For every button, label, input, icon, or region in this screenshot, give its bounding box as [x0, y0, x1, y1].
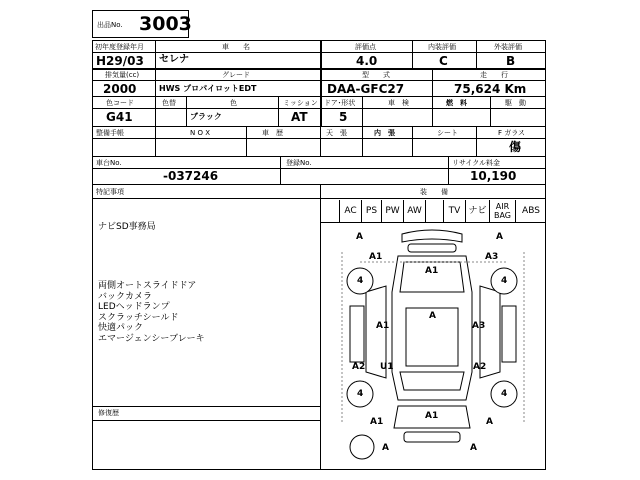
interior-grade-label: 内装評価 — [428, 43, 456, 51]
equip-navi: ナビ — [466, 200, 490, 222]
car-damage-diagram — [320, 222, 546, 470]
interior-grade-value: C — [439, 54, 448, 68]
trim-label: 内 張 — [374, 129, 395, 137]
service-manual-label: 整備手帳 — [96, 129, 124, 137]
chassis-value: -037246 — [163, 169, 219, 183]
mark-rear-left: A1 — [370, 417, 384, 427]
mark-left-rear-panel: A2 — [352, 362, 366, 372]
score-label: 評価点 — [355, 43, 376, 51]
mission-value: AT — [291, 110, 308, 124]
exterior-grade-value: B — [506, 54, 516, 68]
headliner-label: 天 張 — [326, 129, 347, 137]
notes-features: 両側オートスライドドア バックカメラ LEDヘッドランプ スクラッチシールド 快適パック エマージェンシーブレーキ — [98, 281, 205, 344]
equip-abs: ABS — [522, 206, 540, 216]
mark-right-front-door: A3 — [472, 321, 486, 331]
model-type-label: 型 式 — [362, 71, 390, 79]
score-value: 4.0 — [356, 54, 378, 68]
mark-left-front-door: A1 — [376, 321, 390, 331]
registration-label: 登録No. — [286, 159, 312, 167]
mark-bottom-right: A — [470, 443, 477, 453]
repair-history-label: 修復歴 — [98, 409, 119, 417]
equip-blank-1 — [320, 200, 340, 222]
drive-label: 駆 動 — [505, 99, 526, 107]
mark-tailgate: A1 — [425, 411, 439, 421]
color-code-label: 色コード — [106, 99, 134, 107]
grade-label: グレード — [222, 71, 250, 79]
nox-label: N O X — [190, 129, 210, 137]
color-label: 色 — [230, 99, 237, 107]
body-outline — [392, 256, 472, 400]
recycle-fee-value: 10,190 — [470, 169, 517, 183]
notes-line1: ナビSD事務局 — [98, 222, 156, 232]
tire-front-left: 4 — [357, 276, 364, 286]
first-reg-value: H29/03 — [96, 54, 144, 68]
equipment-label: 装 備 — [420, 188, 448, 196]
tire-rear-left: 4 — [357, 389, 364, 399]
first-reg-label: 初年度登録年月 — [95, 43, 144, 51]
notes-label: 特記事項 — [96, 188, 124, 196]
tire-rear-right: 4 — [501, 389, 508, 399]
doors-value: 5 — [339, 110, 348, 124]
equip-ps: PS — [362, 200, 382, 222]
mark-bottom-left: A — [382, 443, 389, 453]
front-glass-label: F ガラス — [498, 129, 526, 137]
inspection-label: 車 検 — [388, 99, 409, 107]
fuel-label: 燃 料 — [446, 99, 467, 107]
equip-aw: AW — [404, 200, 426, 222]
front-bumper-outline — [402, 230, 462, 242]
seat-label: シート — [437, 129, 458, 137]
displacement-value: 2000 — [103, 82, 137, 96]
lot-number: 3003 — [139, 13, 192, 35]
mark-front-left-corner: A — [356, 232, 363, 242]
displacement-label: 排気量(cc) — [105, 71, 140, 79]
mark-left-slide: U1 — [380, 362, 394, 372]
front-glass-value: 傷 — [509, 140, 522, 154]
mark-roof: A — [429, 311, 436, 321]
equip-ac: AC — [340, 200, 362, 222]
lot-number-box — [92, 10, 192, 38]
exterior-grade-label: 外装評価 — [494, 43, 522, 51]
mission-label: ミッション — [283, 99, 318, 107]
history-label: 車 歴 — [262, 129, 283, 137]
mark-front-right-fender: A3 — [485, 252, 499, 262]
equip-airbag: AIR BAG — [490, 200, 516, 222]
model-label: 車 名 — [222, 43, 250, 51]
model-type-value: DAA-GFC27 — [327, 82, 405, 96]
model-value: セレナ — [159, 54, 189, 65]
color-code-value: G41 — [106, 110, 133, 124]
mileage-label: 走 行 — [480, 71, 508, 79]
chassis-label: 車台No. — [96, 159, 122, 167]
mark-right-rear-panel: A2 — [473, 362, 487, 372]
doors-label: ドア･形状 — [324, 99, 356, 107]
equip-pw: PW — [382, 200, 404, 222]
equip-tv: TV — [444, 200, 466, 222]
mark-hood: A1 — [425, 266, 439, 276]
recycle-fee-label: リサイクル料金 — [452, 159, 501, 167]
grade-value: HWS プロパイロットEDT — [159, 84, 257, 93]
mark-front-right-corner: A — [496, 232, 503, 242]
equip-blank-2 — [426, 200, 444, 222]
mileage-value: 75,624 Km — [454, 82, 527, 96]
color-change-label: 色替 — [162, 99, 176, 107]
tire-front-right: 4 — [501, 276, 508, 286]
mark-front-left-fender: A1 — [369, 252, 383, 262]
lot-label: 出品No. — [97, 21, 123, 29]
color-value: ブラック — [190, 112, 222, 121]
mark-rear-right: A — [486, 417, 493, 427]
